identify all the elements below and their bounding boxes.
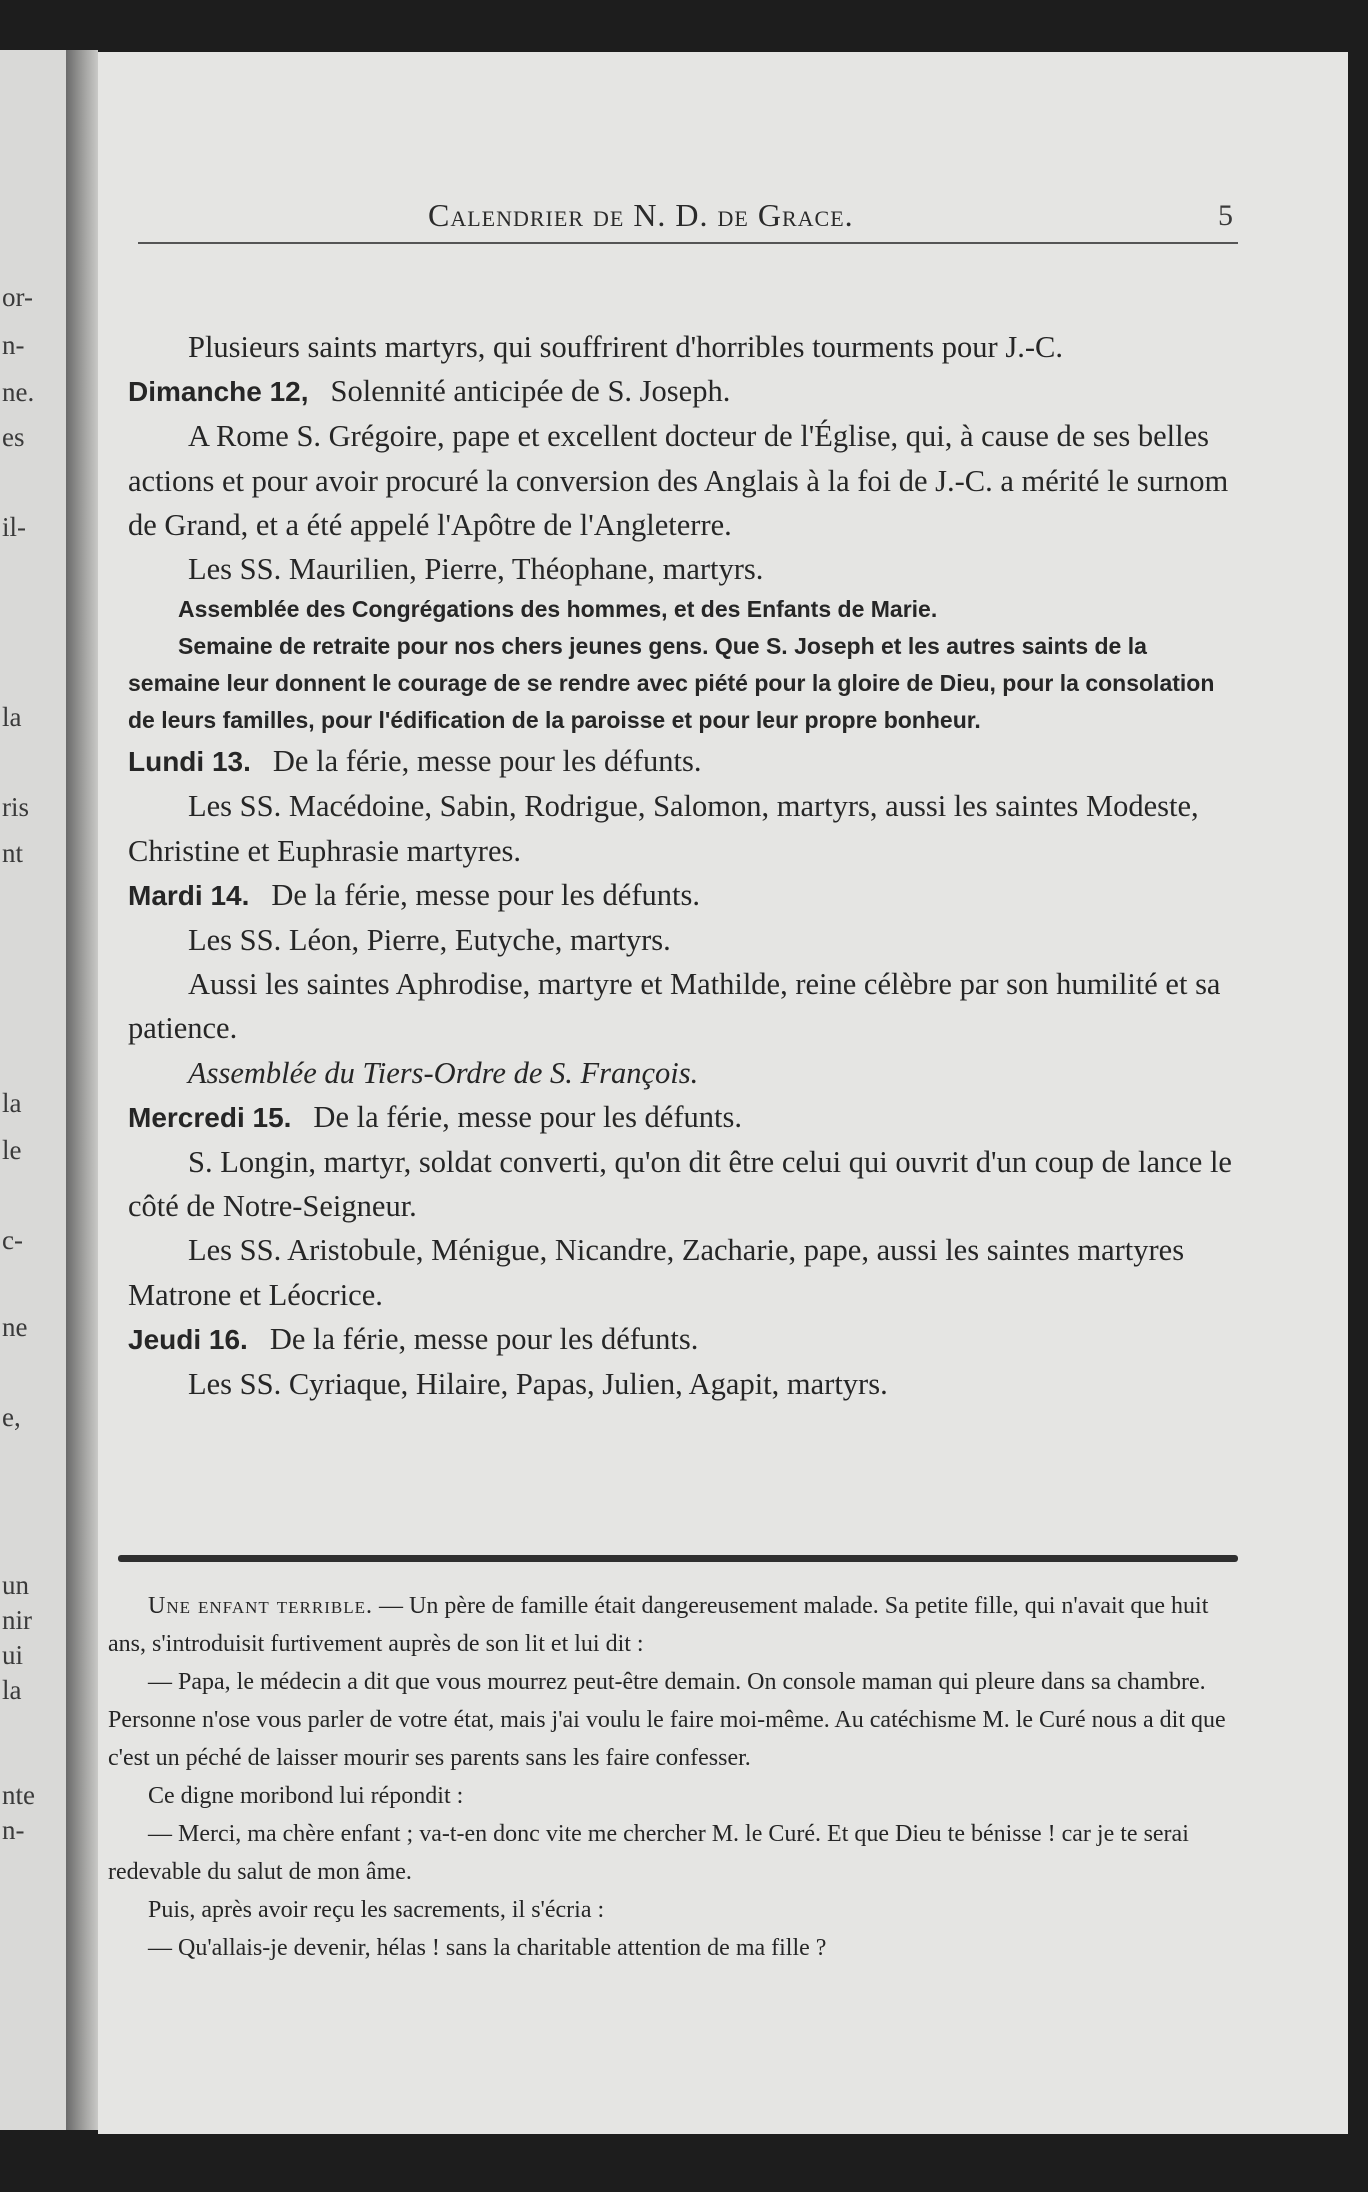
previous-page-edge [0, 50, 69, 2130]
day-entry [128, 1095, 1240, 1140]
calendar-entries [128, 325, 1240, 1406]
day-text: De la férie, messe pour les défunts. [313, 1099, 742, 1134]
day-text: Solennité anticipée de S. Joseph. [330, 374, 731, 409]
book-page [98, 52, 1348, 2134]
day-text: De la férie, messe pour les défunts. [271, 877, 700, 912]
story-paragraph: Puis, après avoir reçu les sacrements, il s'écria : [148, 1897, 605, 1923]
book-gutter [66, 50, 98, 2130]
prev-fragment: ui [2, 1640, 24, 1670]
section-divider [118, 1555, 1238, 1562]
entry-text: Aussi les saintes Aphrodise, martyre et Mathilde, reine célèbre par son humilité et sa patience. [128, 967, 1221, 1046]
day-text: De la férie, messe pour les défunts. [272, 744, 702, 779]
story-paragraph: Une enfant terrible. — Un père de famille était dangereusement malade. Sa petite fille, qui n'avait que huit ans, s'introduisit furtivement auprès de son lit et lui dit : [108, 1593, 1209, 1657]
story-heading: Une enfant terrible. [148, 1593, 373, 1619]
day-label: Lundi 13. [128, 746, 251, 778]
day-entry [128, 1317, 1240, 1362]
day-text: De la férie, messe pour les défunts. [269, 1321, 699, 1356]
prev-fragment: es [2, 422, 25, 452]
day-label: Mercredi 15. [128, 1101, 292, 1133]
day-entry [128, 739, 1240, 784]
day-label: Dimanche 12, [128, 376, 309, 408]
header-rule [138, 242, 1238, 244]
anecdote [108, 1587, 1238, 1967]
entry-text: Les SS. Cyriaque, Hilaire, Papas, Julien, Agapit, martyrs. [188, 1367, 888, 1402]
entry-text: S. Longin, martyr, soldat converti, qu'on dit être celui qui ouvrit d'un coup de lance le côté de Notre-Seigneur. [128, 1145, 1232, 1224]
prev-fragment: ris [2, 792, 29, 822]
day-entry [128, 873, 1240, 918]
story-paragraph: — Qu'allais-je devenir, hélas ! sans la charitable attention de ma fille ? [148, 1935, 827, 1961]
prev-fragment: or- [2, 282, 33, 312]
prev-fragment: ne. [2, 377, 35, 407]
prev-fragment: nt [2, 838, 24, 868]
entry-text: Les SS. Macédoine, Sabin, Rodrigue, Salomon, martyrs, aussi les saintes Modeste, Christine et Euphrasie martyres. [128, 789, 1199, 868]
prev-fragment: c- [2, 1225, 23, 1255]
prev-fragment: la [2, 702, 22, 732]
prev-fragment: ne [2, 1312, 28, 1342]
entry-text: Les SS. Aristobule, Ménigue, Nicandre, Zacharie, pape, aussi les saintes martyres Matrone et Léocrice. [128, 1233, 1185, 1312]
prev-fragment: il- [2, 512, 26, 542]
prev-fragment: la [2, 1675, 22, 1705]
prev-fragment: nte [2, 1780, 35, 1810]
entry-text: Les SS. Léon, Pierre, Eutyche, martyrs. [188, 923, 671, 958]
prev-fragment: un [2, 1570, 29, 1600]
prev-fragment: n- [2, 330, 25, 360]
assembly-notice: Assemblée du Tiers-Ordre de S. François. [188, 1055, 699, 1090]
day-entry [128, 369, 1240, 414]
prev-fragment: le [2, 1135, 22, 1165]
retreat-notice: Semaine de retraite pour nos chers jeunes gens. Que S. Joseph et les autres saints de la semaine leur donnent le courage de se rendre avec piété pour la gloire de Dieu, pour la consolation de leurs familles, pour l'édification de la paroisse et pour leur propre bonheur. [128, 633, 1215, 734]
prev-fragment: n- [2, 1815, 25, 1845]
assembly-notice: Assemblée des Congrégations des hommes, et des Enfants de Marie. [178, 596, 938, 623]
prev-fragment: la [2, 1088, 22, 1118]
day-label: Mardi 14. [128, 879, 250, 911]
running-head-title: Calendrier de N. D. de Grace. [428, 197, 854, 233]
prev-fragment: e, [2, 1402, 21, 1432]
day-label: Jeudi 16. [128, 1323, 248, 1355]
prev-fragment: nir [2, 1605, 32, 1635]
entry-text: A Rome S. Grégoire, pape et excellent docteur de l'Église, qui, à cause de ses belles actions et pour avoir procuré la conversion des Anglais à la foi de J.-C. a mérité le surnom de Grand, et a été appelé l'Apôtre de l'Angleterre. [128, 419, 1229, 542]
entry-text: Plusieurs saints martyrs, qui souffrirent d'horribles tourments pour J.-C. [188, 330, 1063, 364]
story-paragraph: — Papa, le médecin a dit que vous mourrez peut-être demain. On console maman qui pleure dans sa chambre. Personne n'ose vous parler de votre état, mais j'ai voulu le faire moi-même. Au catéchisme M. le Curé nous a dit que c'est un péché de laisser mourir ses parents sans les faire confesser. [108, 1669, 1226, 1771]
running-head [98, 195, 1348, 241]
entry-text: Les SS. Maurilien, Pierre, Théophane, martyrs. [188, 552, 764, 587]
story-paragraph: Ce digne moribond lui répondit : [148, 1783, 464, 1809]
story-paragraph: — Merci, ma chère enfant ; va-t-en donc vite me chercher M. le Curé. Et que Dieu te bénisse ! car je te serai redevable du salut de mon âme. [108, 1821, 1189, 1885]
page-number: 5 [1218, 199, 1233, 232]
